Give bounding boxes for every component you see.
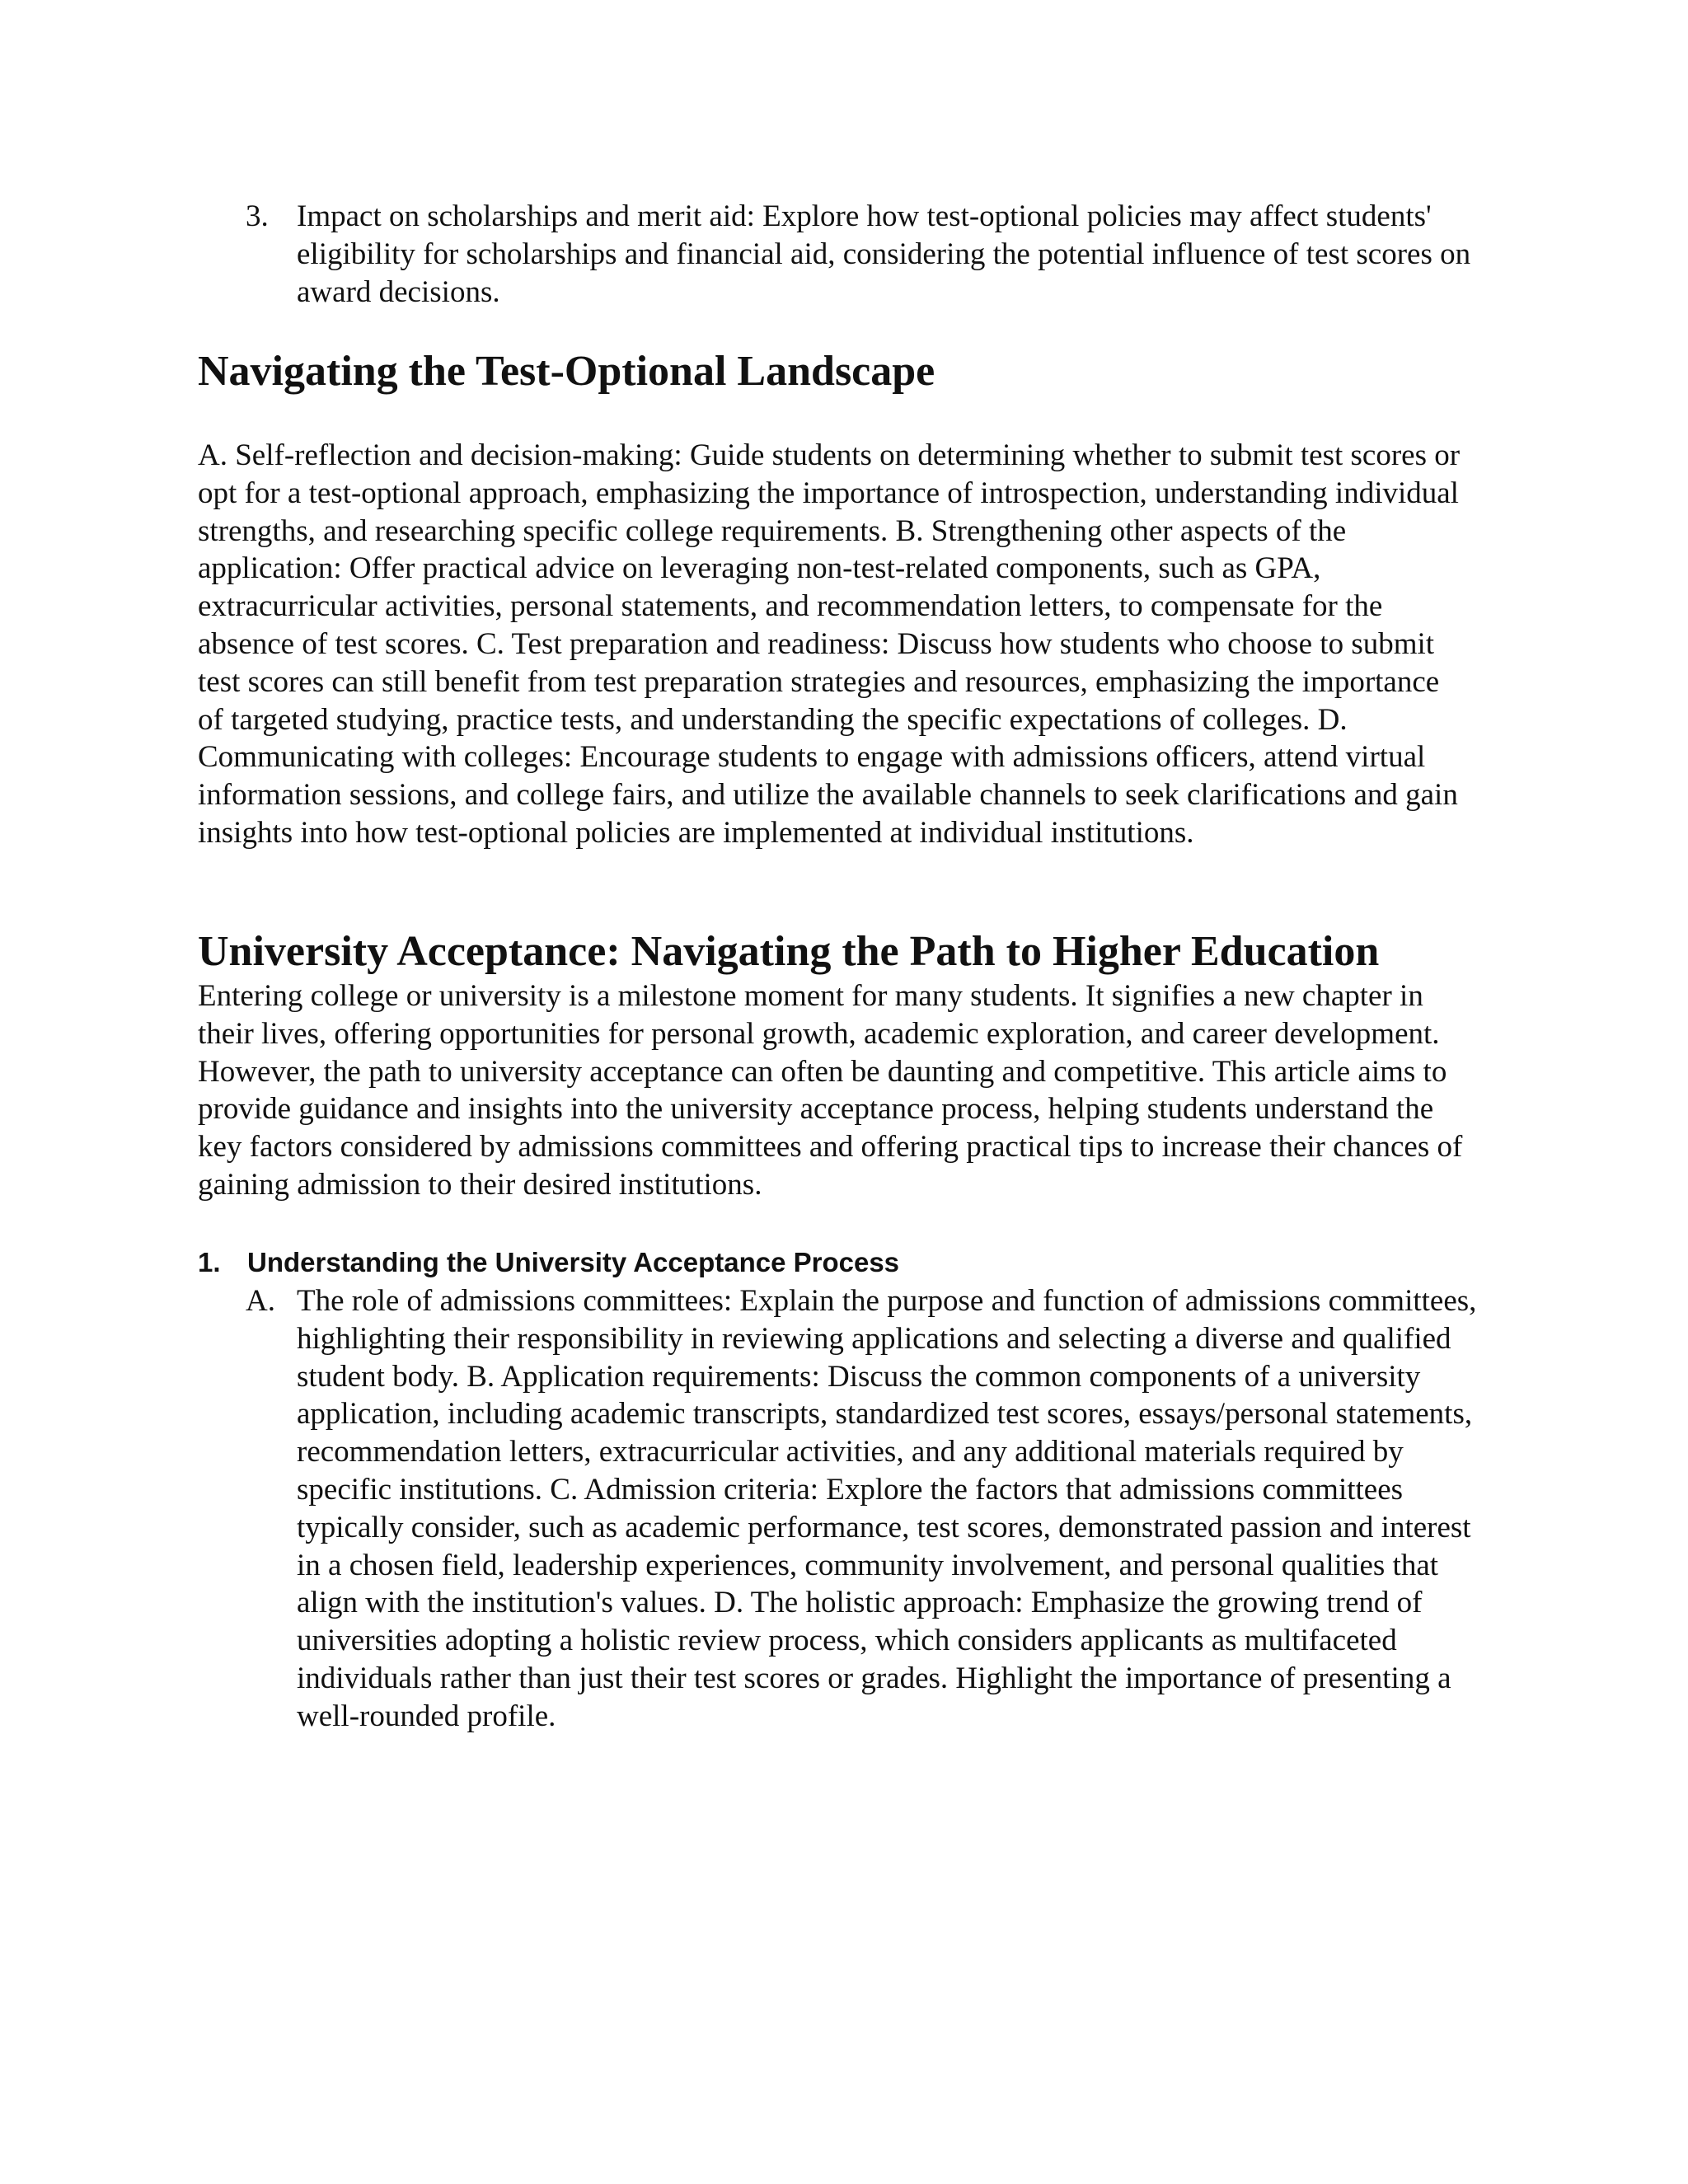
subsection-number: 1. bbox=[198, 1247, 221, 1277]
subsection-title: Understanding the University Acceptance Process bbox=[247, 1247, 900, 1277]
section-heading-navigating: Navigating the Test-Optional Landscape bbox=[198, 348, 935, 395]
list-item-number: 3. bbox=[246, 199, 269, 233]
list-item-text: The role of admissions committees: Explain the purpose and function of admissions committees, highlighting their responsibility in reviewing applications and selecting a diverse and qualified student body. B. Application requirements: Discuss the common components of a university application, including academic transcripts, standardized test scores, essays/personal statements, recommendation letters, extracurricular activities, and any additional materials required by specific institutions. C. Admission criteria: Explore the factors that admissions committees typically consider, such as academic performance, test scores, demonstrated passion and interest in a chosen field, leadership experiences, community involvement, and personal qualities that align with the institution's values. D. The holistic approach: Emphasize the growing trend of universities adopting a holistic review process, which considers applicants as multifaceted individuals rather than just their test scores or grades. Highlight the importance of presenting a well-rounded profile. bbox=[297, 1284, 1477, 1733]
numbered-list-item bbox=[246, 198, 1498, 312]
list-item-letter: A. bbox=[246, 1284, 275, 1318]
subsection-heading bbox=[198, 1244, 1352, 1281]
list-item-text: Impact on scholarships and merit aid: Explore how test-optional policies may affect students' eligibility for scholarships and financial aid, considering the potential influence of test scores on award decisions. bbox=[297, 199, 1471, 309]
section-heading-university: University Acceptance: Navigating the Path to Higher Education bbox=[198, 928, 1380, 975]
section-paragraph-navigating: A. Self-reflection and decision-making: Guide students on determining whether to submit test scores or opt for a test-optional approach, emphasizing the importance of introspection, understanding individual strengths, and researching specific college requirements. B. Strengthening other aspects of the application: Offer practical advice on leveraging non-test-related components, such as GPA, extracurricular activities, personal statements, and recommendation letters, to compensate for the absence of test scores. C. Test preparation and readiness: Discuss how students who choose to submit test scores can still benefit from test preparation strategies and resources, emphasizing the importance of targeted studying, practice tests, and understanding the specific expectations of colleges. D. Communicating with colleges: Encourage students to engage with admissions officers, attend virtual information sessions, and college fairs, and utilize the available channels to seek clarifications and gain insights into how test-optional policies are implemented at individual institutions. bbox=[198, 438, 1461, 850]
section-paragraph-university: Entering college or university is a milestone moment for many students. It signifies a new chapter in their lives, offering opportunities for personal growth, academic exploration, and career development. However, the path to university acceptance can often be daunting and competitive. This article aims to provide guidance and insights into the university acceptance process, helping students understand the key factors considered by admissions committees and offering practical tips to increase their chances of gaining admission to their desired institutions. bbox=[198, 979, 1463, 1202]
lettered-list-item bbox=[246, 1282, 1498, 1736]
